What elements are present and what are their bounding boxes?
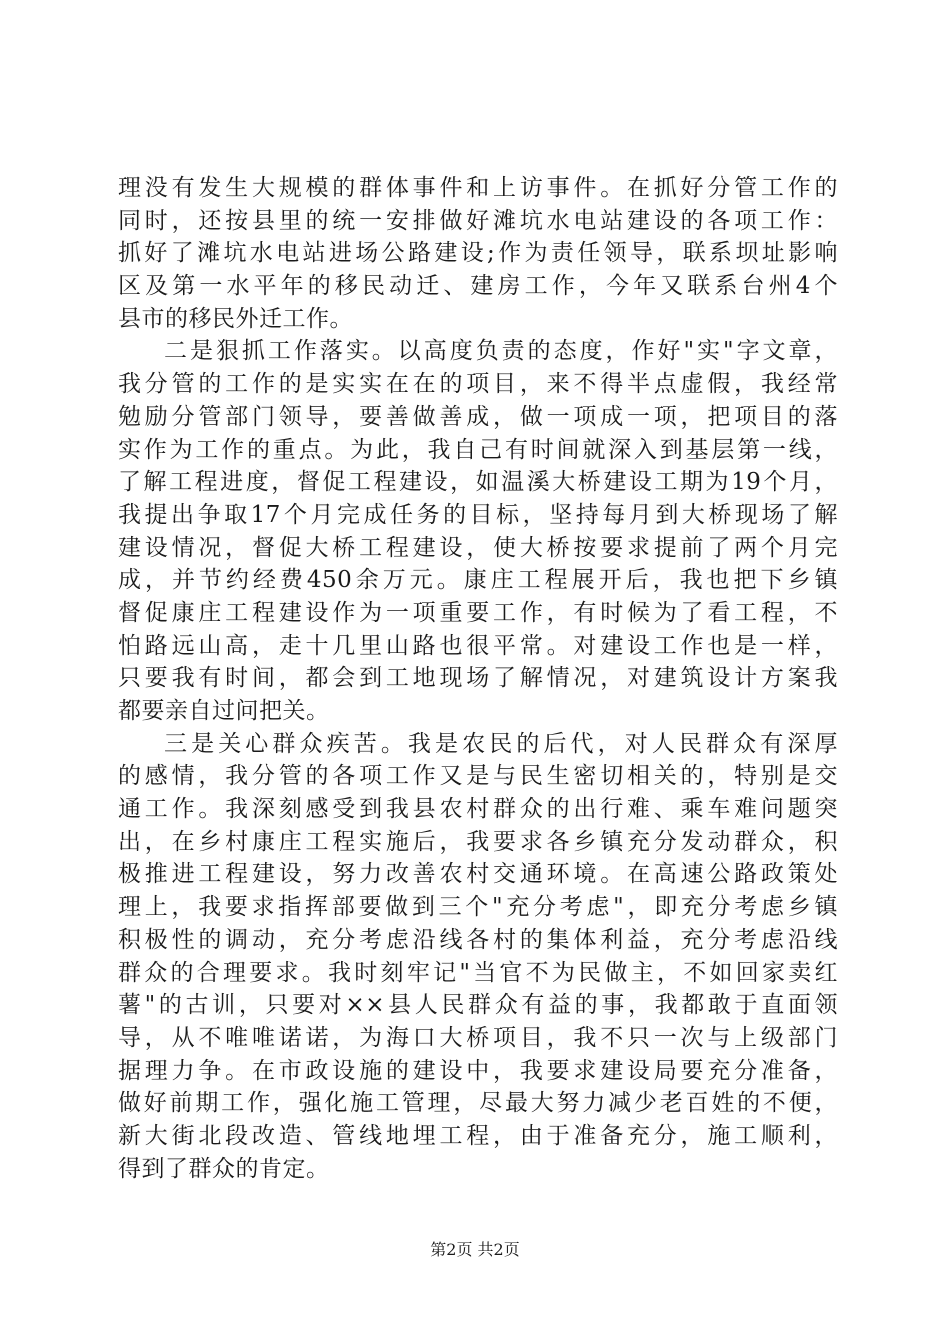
text-line: 都要亲自过问把关。 — [118, 698, 330, 724]
text-line: 新大街北段改造、管线地埋工程，由于准备充分，施工顺利， — [118, 1122, 838, 1149]
text-line: 区及第一水平年的移民动迁、建房工作，今年又联系台州4个 — [118, 273, 838, 300]
text-line: 群众的合理要求。我时刻牢记"当官不为民做主，不如回家卖红 — [118, 959, 838, 986]
text-line: 积极性的调动，充分考虑沿线各村的集体利益，充分考虑沿线 — [118, 926, 838, 953]
text-line: 成，并节约经费450余万元。康庄工程展开后，我也把下乡镇 — [118, 567, 838, 594]
text-line: 县市的移民外迁工作。 — [118, 305, 353, 332]
text-line: 出，在乡村康庄工程实施后，我要求各乡镇充分发动群众，积 — [118, 828, 838, 855]
text-line: 极推进工程建设，努力改善农村交通环境。在高速公路政策处 — [118, 861, 838, 888]
text-line: 怕路远山高，走十几里山路也很平常。对建设工作也是一样， — [118, 632, 838, 659]
text-line: 据理力争。在市政设施的建设中，我要求建设局要充分准备， — [118, 1057, 838, 1084]
page-footer: 第2页 共2页 — [430, 1240, 520, 1259]
text-line: 通工作。我深刻感受到我县农村群众的出行难、乘车难问题突 — [118, 796, 838, 823]
body-text — [118, 172, 838, 1185]
text-line: 勉励分管部门领导，要善做善成，做一项成一项，把项目的落 — [118, 403, 838, 430]
text-line: 我分管的工作的是实实在在的项目，来不得半点虚假，我经常 — [118, 371, 838, 398]
paragraph-p3 — [118, 728, 838, 1186]
text-line: 建设情况，督促大桥工程建设，使大桥按要求提前了两个月完 — [118, 534, 838, 561]
text-line: 理没有发生大规模的群体事件和上访事件。在抓好分管工作的 — [118, 175, 838, 201]
text-line: 做好前期工作，强化施工管理，尽最大努力减少老百姓的不便， — [118, 1090, 838, 1117]
text-line: 实作为工作的重点。为此，我自己有时间就深入到基层第一线， — [118, 436, 838, 463]
paragraph-p1 — [118, 172, 838, 335]
text-line: 的感情，我分管的各项工作又是与民生密切相关的，特别是交 — [118, 763, 838, 790]
text-line: 我提出争取17个月完成任务的目标，坚持每月到大桥现场了解 — [118, 501, 838, 528]
paragraph-p2 — [118, 335, 838, 727]
text-line: 导，从不唯唯诺诺，为海口大桥项目，我不只一次与上级部门 — [118, 1024, 838, 1051]
text-line: 二是狠抓工作落实。以高度负责的态度，作好"实"字文章， — [164, 338, 838, 365]
text-line: 督促康庄工程建设作为一项重要工作，有时候为了看工程，不 — [118, 599, 838, 626]
text-line: 抓好了滩坑水电站进场公路建设;作为责任领导，联系坝址影响 — [118, 240, 838, 267]
text-line: 薯"的古训，只要对××县人民群众有益的事，我都敢于直面领 — [118, 992, 838, 1019]
text-line: 三是关心群众疾苦。我是农民的后代，对人民群众有深厚 — [164, 730, 838, 757]
text-line: 得到了群众的肯定。 — [118, 1155, 330, 1182]
text-line: 同时，还按县里的统一安排做好滩坑水电站建设的各项工作： — [118, 207, 838, 234]
text-line: 理上，我要求指挥部要做到三个"充分考虑"，即充分考虑乡镇 — [118, 894, 838, 921]
text-line: 了解工程进度，督促工程建设，如温溪大桥建设工期为19个月， — [118, 469, 838, 496]
text-line: 只要我有时间，都会到工地现场了解情况，对建筑设计方案我 — [118, 665, 838, 692]
